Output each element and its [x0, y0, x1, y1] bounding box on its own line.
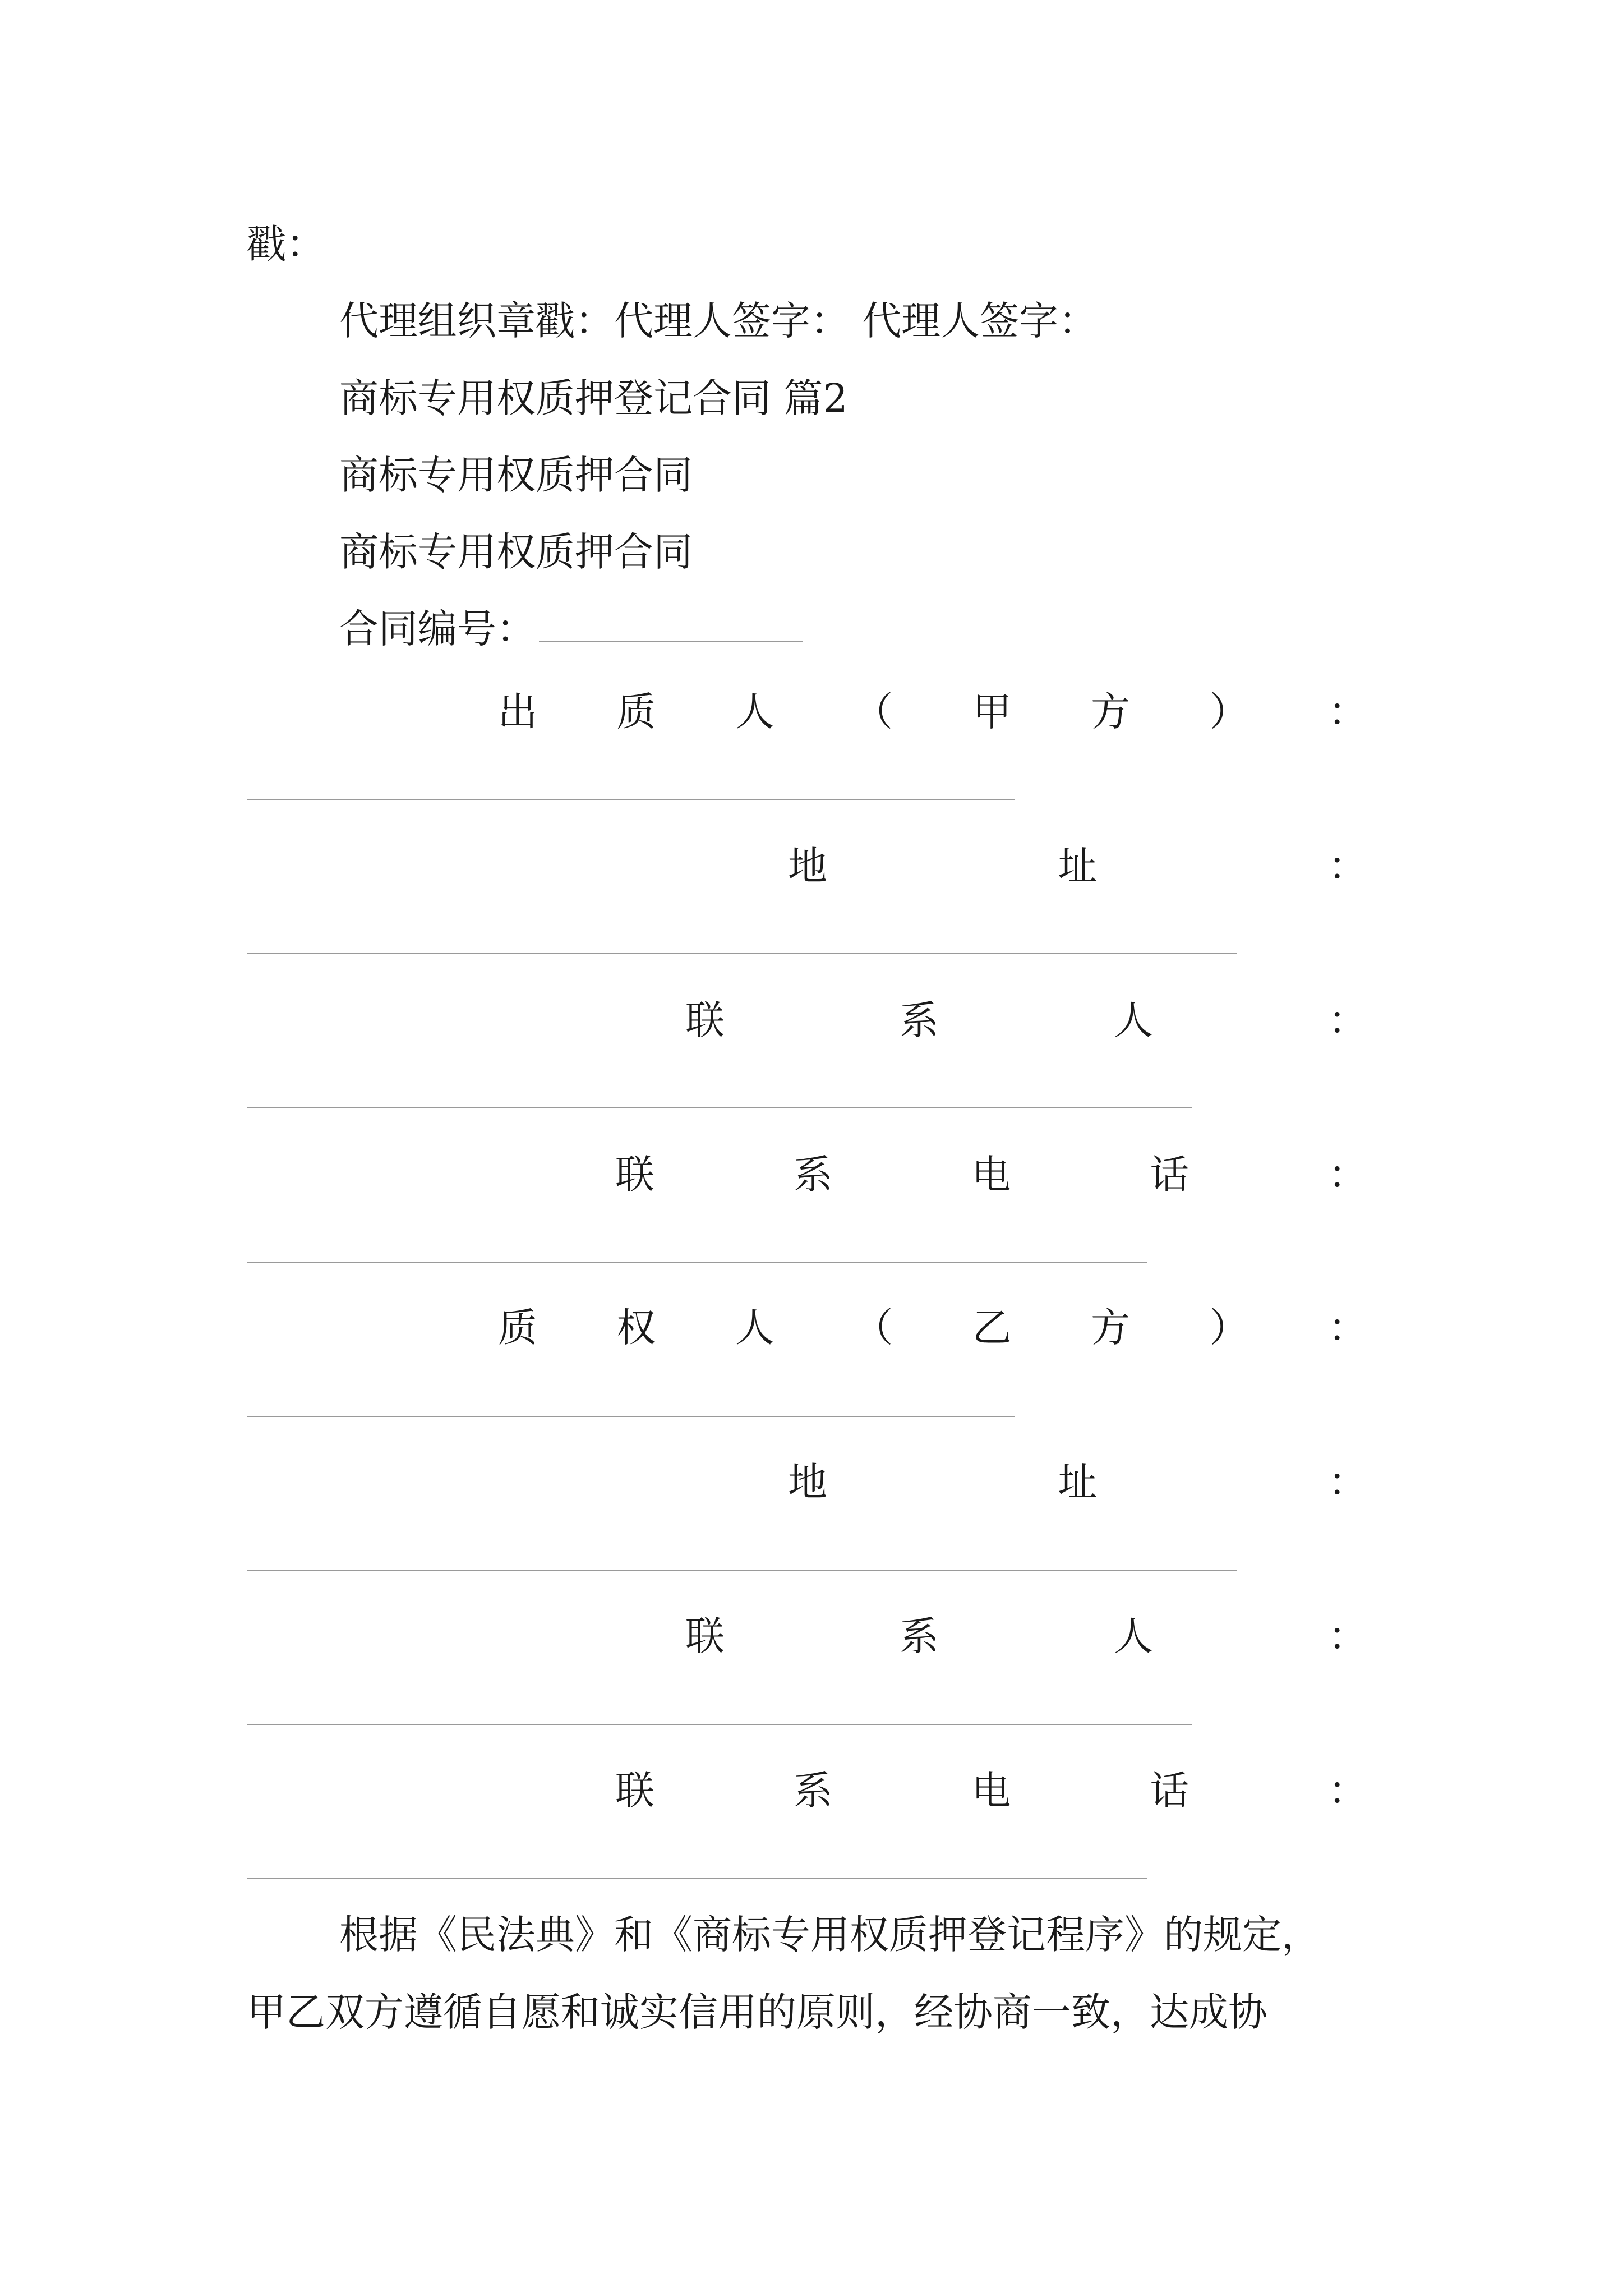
form-char: 址 — [1058, 1458, 1098, 1505]
form-char: 地 — [788, 843, 827, 889]
form-char: 方 — [1091, 1304, 1131, 1351]
pledgee-address-blank — [247, 1570, 1237, 1571]
pledgee-contact-blank — [247, 1724, 1192, 1725]
form-char: 联 — [615, 1151, 654, 1198]
form-char: （ — [854, 688, 893, 735]
form-char: 人 — [1114, 997, 1153, 1043]
form-char: ： — [1328, 997, 1367, 1043]
form-char: 联 — [615, 1767, 654, 1814]
paragraph-line-2: 甲乙双方遵循自愿和诚实信用的原则，经协商一致，达成协 — [247, 1989, 1267, 2035]
text-line-stamp: 戳： — [247, 221, 325, 267]
form-char: 出 — [498, 688, 537, 735]
pledgor-row — [498, 683, 1367, 734]
paragraph-line-1: 根据《民法典》和《商标专用权质押登记程序》的规定， — [339, 1912, 1321, 1958]
form-char: ： — [1328, 1613, 1367, 1659]
contract-number-label: 合同编号： — [339, 606, 536, 652]
form-char: 话 — [1150, 1151, 1189, 1198]
form-char: 权 — [616, 1304, 656, 1351]
pledgee-blank — [247, 1416, 1015, 1417]
form-char: 地 — [788, 1458, 827, 1505]
form-char: ） — [1209, 1304, 1249, 1351]
form-char: 电 — [971, 1767, 1011, 1814]
form-char: 人 — [735, 688, 774, 735]
section-title: 商标专用权质押登记合同 篇2 — [339, 375, 848, 421]
pledgor-phone-row — [615, 1146, 1367, 1197]
form-char: 人 — [735, 1304, 774, 1351]
pledgee-phone-blank — [247, 1878, 1147, 1879]
pledgee-phone-row — [615, 1762, 1367, 1812]
form-char: ： — [1328, 843, 1367, 889]
contract-title-repeat: 商标专用权质押合同 — [339, 529, 693, 575]
form-char: 联 — [685, 997, 725, 1043]
contract-title: 商标专用权质押合同 — [339, 452, 693, 498]
form-char: 联 — [685, 1613, 725, 1659]
form-char: 人 — [1114, 1613, 1153, 1659]
pledgor-blank — [247, 799, 1015, 800]
form-char: 系 — [793, 1151, 833, 1198]
form-char: ： — [1328, 1151, 1367, 1198]
form-char: ： — [1327, 688, 1367, 735]
pledgee-address-row — [788, 1453, 1367, 1504]
pledgee-contact-row — [685, 1608, 1367, 1658]
form-char: ） — [1209, 688, 1249, 735]
form-char: 电 — [971, 1151, 1011, 1198]
contract-number-blank — [539, 610, 803, 642]
pledgor-contact-blank — [247, 1107, 1192, 1108]
pledgor-address-blank — [247, 953, 1237, 954]
form-char: 系 — [793, 1767, 833, 1814]
form-char: （ — [854, 1304, 893, 1351]
form-char: ： — [1328, 1458, 1367, 1505]
form-char: 方 — [1091, 688, 1131, 735]
form-char: 质 — [616, 688, 656, 735]
contract-number-field — [339, 606, 803, 652]
form-char: 系 — [900, 1613, 939, 1659]
form-char: 质 — [498, 1304, 537, 1351]
form-char: ： — [1328, 1767, 1367, 1814]
form-char: ： — [1327, 1304, 1367, 1351]
pledgor-address-row — [788, 838, 1367, 888]
agent-signature-line: 代理组织章戳：代理人签字： 代理人签字： — [339, 298, 1098, 344]
form-char: 甲 — [972, 688, 1012, 735]
form-char: 址 — [1058, 843, 1098, 889]
pledgor-phone-blank — [247, 1262, 1147, 1263]
form-char: 系 — [900, 997, 939, 1043]
form-char: 话 — [1150, 1767, 1189, 1814]
pledgor-contact-row — [685, 992, 1367, 1042]
pledgee-row — [498, 1299, 1367, 1350]
form-char: 乙 — [972, 1304, 1012, 1351]
